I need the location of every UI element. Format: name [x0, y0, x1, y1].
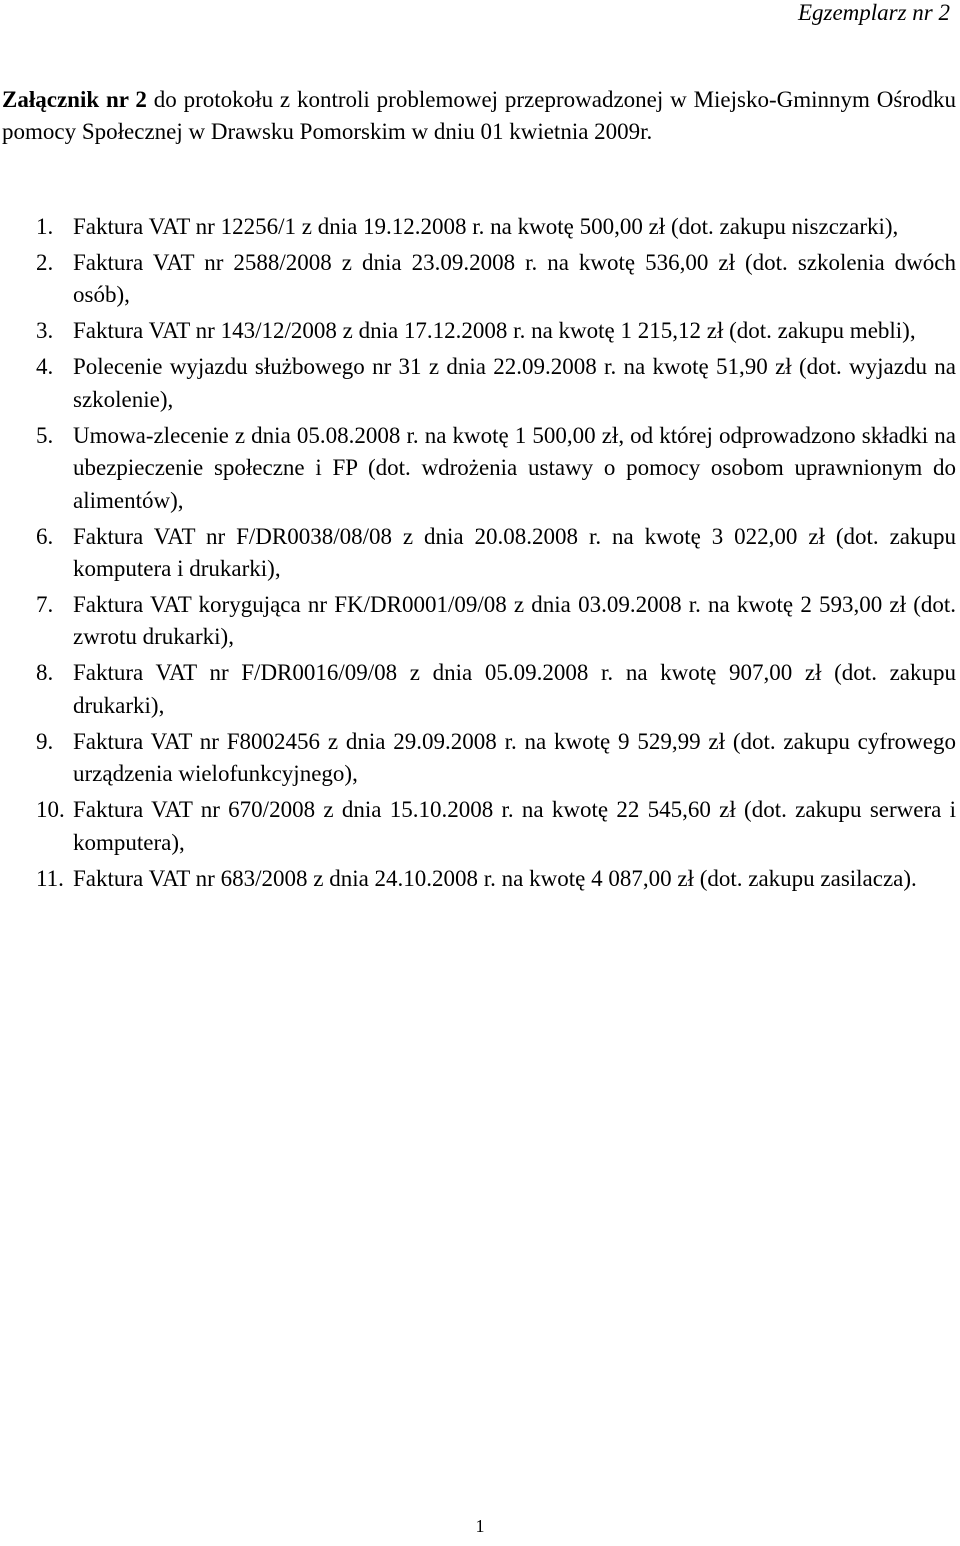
- page-number: 1: [475, 1516, 485, 1536]
- attachment-intro: [2, 84, 956, 148]
- list-item-number: 9.: [36, 728, 54, 754]
- list-item: [0, 726, 956, 791]
- list-item-number: 2.: [36, 250, 54, 275]
- list-item-number: 11.: [36, 865, 64, 891]
- list-item: [0, 657, 956, 722]
- list-item: [0, 863, 956, 895]
- attachment-title: Załącznik nr 2: [2, 87, 147, 112]
- list-item-number: 6.: [36, 523, 54, 549]
- list-item-number: 10.: [36, 797, 65, 823]
- list-item-number: 4.: [36, 354, 54, 380]
- list-item-text: Faktura VAT korygująca nr FK/DR0001/09/08 z dnia 03.09.2008 r. na kwotę 2 593,00 zł (dot. zwrotu drukarki),: [73, 592, 956, 650]
- list-item-number: 5.: [36, 422, 54, 448]
- attachment-description: do protokołu z kontroli problemowej przeprowadzonej w Miejsko-Gminnym Ośrodku pomocy Społecznej w Drawsku Pomorskim w dniu 01 kwietnia 2009r.: [2, 87, 956, 144]
- document-list: [0, 211, 956, 899]
- list-item-text: Faktura VAT nr 143/12/2008 z dnia 17.12.2008 r. na kwotę 1 215,12 zł (dot. zakupu mebli),: [73, 318, 916, 344]
- list-item: [0, 247, 956, 312]
- list-item-number: 7.: [36, 592, 54, 618]
- list-item-text: Faktura VAT nr 12256/1 z dnia 19.12.2008 r. na kwotę 500,00 zł (dot. zakupu niszczarki),: [73, 214, 899, 239]
- list-item-number: 8.: [36, 660, 54, 686]
- list-item: [0, 420, 956, 517]
- list-item: [0, 521, 956, 586]
- list-item: [0, 794, 956, 859]
- list-item: [0, 351, 956, 416]
- list-item-text: Polecenie wyjazdu służbowego nr 31 z dnia 22.09.2008 r. na kwotę 51,90 zł (dot. wyjazdu na szkolenie),: [73, 354, 956, 412]
- list-item-text: Umowa-zlecenie z dnia 05.08.2008 r. na kwotę 1 500,00 zł, od której odprowadzono składki na ubezpieczenie społeczne i FP (dot. wdrożenia ustawy o pomocy osobom uprawnionym do alimentów),: [73, 422, 956, 513]
- list-item-text: Faktura VAT nr 670/2008 z dnia 15.10.2008 r. na kwotę 22 545,60 zł (dot. zakupu serwera i komputera),: [73, 797, 956, 855]
- list-item-text: Faktura VAT nr F/DR0016/09/08 z dnia 05.09.2008 r. na kwotę 907,00 zł (dot. zakupu drukarki),: [73, 660, 956, 718]
- list-item-text: Faktura VAT nr 683/2008 z dnia 24.10.2008 r. na kwotę 4 087,00 zł (dot. zakupu zasilacza).: [73, 865, 917, 891]
- list-item: [0, 589, 956, 654]
- list-item-text: Faktura VAT nr F8002456 z dnia 29.09.2008 r. na kwotę 9 529,99 zł (dot. zakupu cyfrowego urządzenia wielofunkcyjnego),: [73, 728, 956, 787]
- list-item-number: 1.: [36, 214, 54, 239]
- list-item: [0, 211, 956, 243]
- list-item-text: Faktura VAT nr F/DR0038/08/08 z dnia 20.08.2008 r. na kwotę 3 022,00 zł (dot. zakupu komputera i drukarki),: [73, 523, 956, 582]
- list-item-number: 3.: [36, 318, 54, 344]
- copy-number-label: Egzemplarz nr 2: [797, 0, 950, 25]
- list-item: [0, 315, 956, 347]
- list-item-text: Faktura VAT nr 2588/2008 z dnia 23.09.2008 r. na kwotę 536,00 zł (dot. szkolenia dwóch osób),: [73, 250, 956, 308]
